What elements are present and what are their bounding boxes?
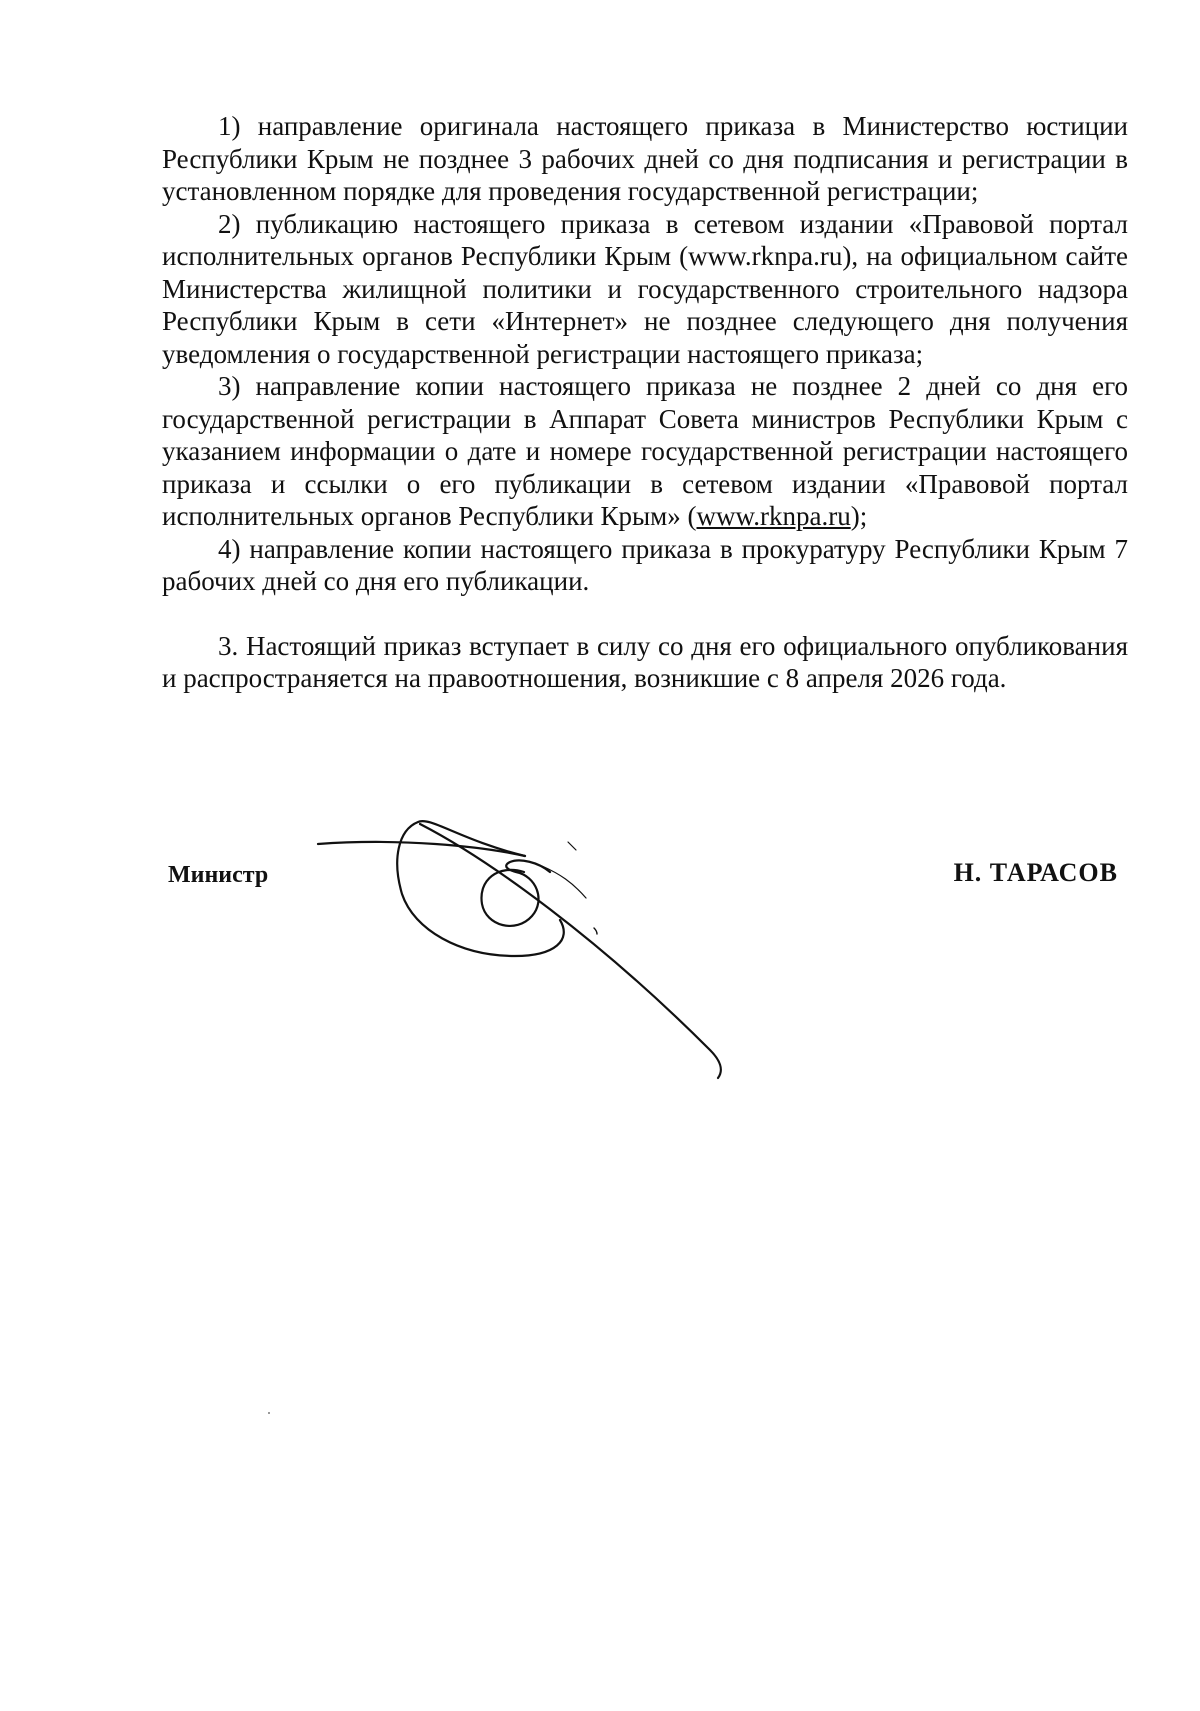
item-2-text: 2) публикацию настоящего приказа в сетевом издании «Правовой портал исполнительных органов Республики Крым (www.rknpa.ru), на официальном сайте Министерства жилищной политики и государственного строительного надзора Республики Крым в сети «Интернет» не позднее следующего дня получения уведомления о государственной регистрации настоящего приказа; — [162, 208, 1128, 369]
item-4 — [162, 533, 1128, 598]
item-3-tail: ); — [850, 501, 868, 531]
item-2 — [162, 208, 1128, 371]
handwritten-signature — [310, 820, 780, 1080]
clause-3 — [162, 630, 1128, 695]
item-3-text: 3) направление копии настоящего приказа не позднее 2 дней со дня его государственной регистрации в Аппарат Совета министров Республики Крым с указанием информации о дате и номере государственной регистрации настоящего приказа и ссылки о его публикации в сетевом издании «Правовой портал исполнительных органов Республики Крым» ( — [162, 371, 1128, 531]
signatory-title: Министр — [168, 862, 269, 888]
item-3-url: www.rknpa.ru — [696, 501, 851, 531]
signatory-name: Н. ТАРАСОВ — [953, 858, 1118, 887]
scan-speck — [268, 1412, 270, 1414]
clause-3-text: 3. Настоящий приказ вступает в силу со дня его официального опубликования и распространяется на правоотношения, возникшие с 8 апреля 2026 года. — [162, 630, 1128, 693]
item-3 — [162, 370, 1128, 533]
item-4-text: 4) направление копии настоящего приказа в прокуратуру Республики Крым 7 рабочих дней со дня его публикации. — [162, 533, 1128, 596]
item-1 — [162, 110, 1128, 208]
document-body — [162, 110, 1128, 695]
item-1-text: 1) направление оригинала настоящего приказа в Министерство юстиции Республики Крым не позднее 3 рабочих дней со дня подписания и регистрации в установленном порядке для проведения государственной регистрации; — [162, 111, 1128, 206]
